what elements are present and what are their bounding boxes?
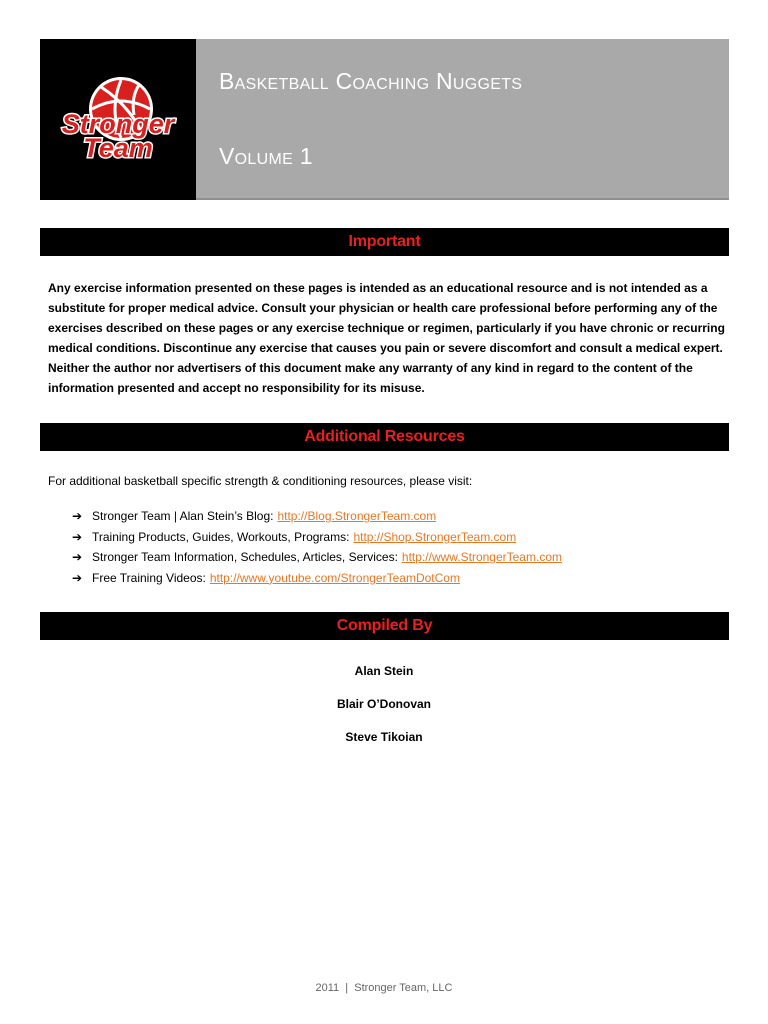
resource-label: Stronger Team Information, Schedules, Articles, Services: (92, 550, 398, 565)
page-footer (0, 982, 768, 994)
compiler-name: Alan Stein (354, 664, 414, 678)
arrow-right-icon: ➔ (72, 509, 83, 524)
blog-link[interactable]: http://Blog.StrongerTeam.com (277, 509, 437, 524)
compiler-name: Steve Tikoian (345, 730, 423, 744)
important-heading: Important (40, 228, 729, 256)
list-item (72, 568, 562, 589)
arrow-right-icon: ➔ (72, 570, 83, 585)
footer-text: 2011 | Stronger Team, LLC (315, 982, 453, 994)
resources-heading: Additional Resources (40, 423, 729, 451)
youtube-link[interactable]: http://www.youtube.com/StrongerTeamDotCom (209, 570, 460, 585)
logo-panel (40, 39, 196, 200)
list-item (72, 506, 562, 527)
arrow-right-icon: ➔ (72, 550, 83, 565)
volume-label: Volume 1 (219, 143, 313, 169)
document-title: Basketball Coaching Nuggets (219, 68, 523, 94)
resource-label: Free Training Videos: (92, 570, 206, 585)
logo-text-team: Team (83, 132, 153, 163)
shop-link[interactable]: http://Shop.StrongerTeam.com (353, 529, 517, 544)
title-panel (196, 39, 729, 200)
stronger-team-logo (59, 75, 177, 165)
document-header (40, 39, 729, 200)
resource-label: Training Products, Guides, Workouts, Programs: (92, 529, 350, 544)
list-item (72, 547, 562, 568)
resources-list (72, 506, 562, 588)
logo-text-stronger: Stronger (61, 108, 175, 139)
resources-intro: For additional basketball specific strength & conditioning resources, please visit: (48, 474, 473, 488)
disclaimer-text: Any exercise information presented on these pages is intended as an educational resource and is not intended as a substitute for proper medical advice. Consult your physician or health care professional before performing any of the exercises described on these pages or any exercise technique or regimen, particularly if you have chronic or recurring medical conditions. Discontinue any exercise that causes you pain or severe discomfort and consult a medical expert. Neither the author nor advertisers of this document make any warranty of any kind in regard to the content of the information presented and accept no responsibility for its misuse. (48, 281, 725, 395)
arrow-right-icon: ➔ (72, 529, 83, 544)
resource-label: Stronger Team | Alan Stein’s Blog: (92, 509, 274, 524)
compiled-heading: Compiled By (40, 612, 729, 640)
compiler-name: Blair O’Donovan (336, 697, 431, 711)
website-link[interactable]: http://www.StrongerTeam.com (401, 550, 562, 565)
list-item (72, 527, 562, 548)
